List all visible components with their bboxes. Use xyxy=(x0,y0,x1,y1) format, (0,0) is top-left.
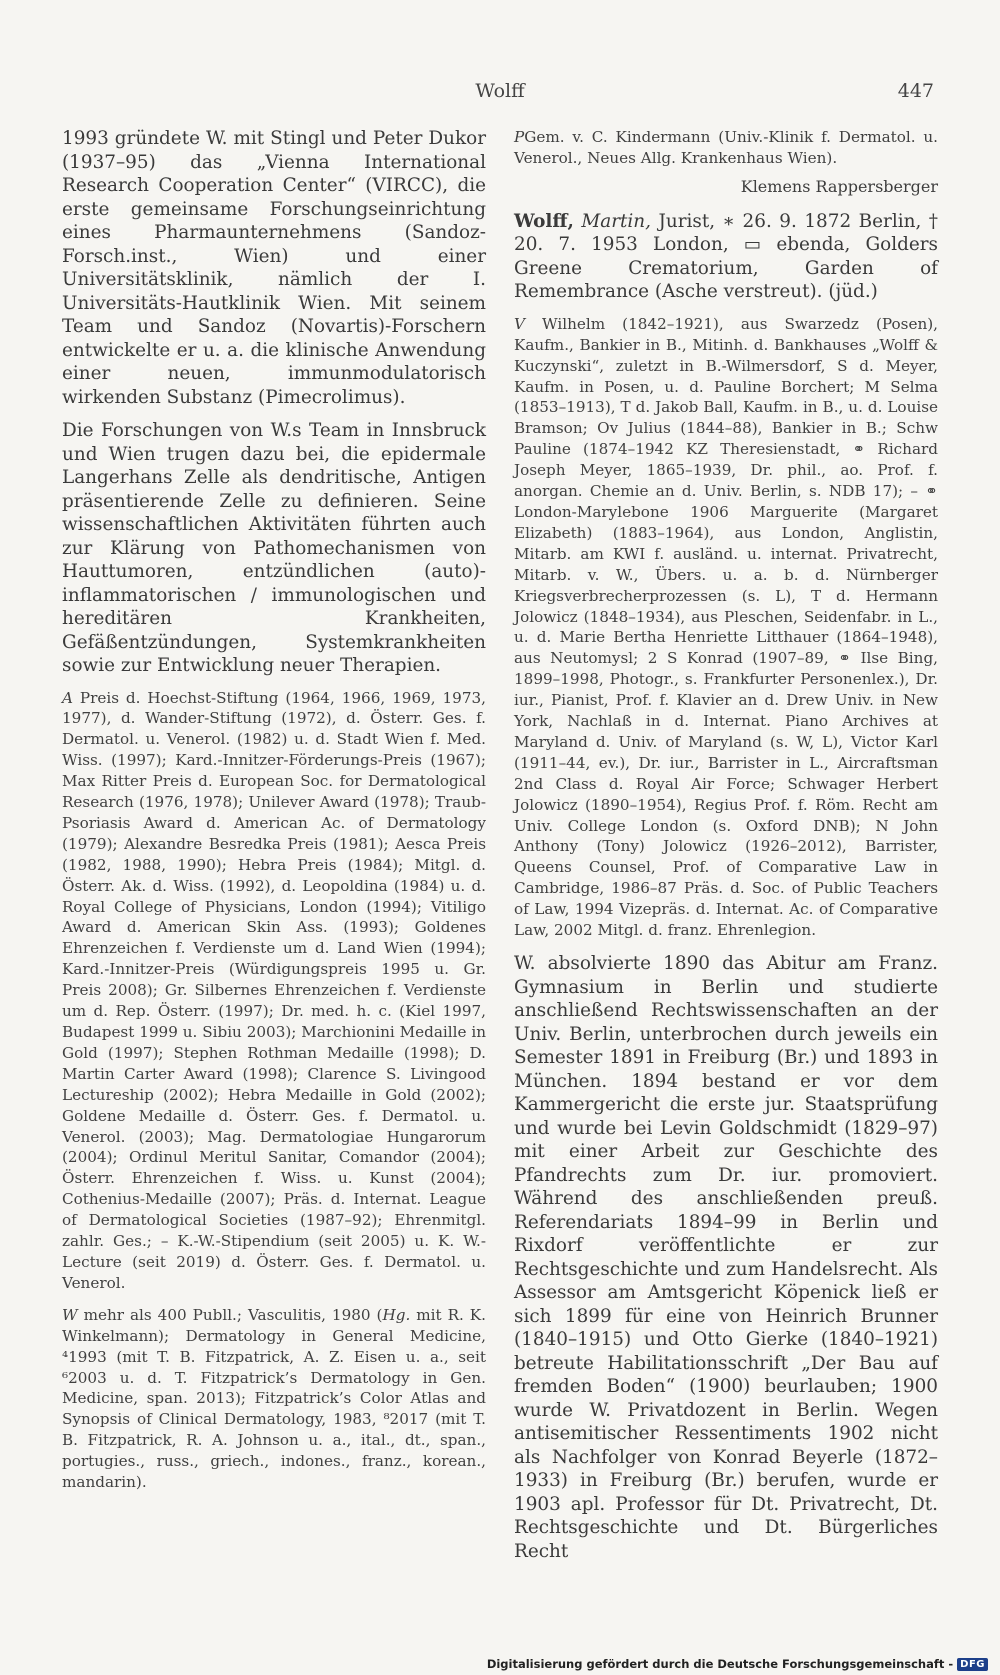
awards-text: Preis d. Hoechst-Stiftung (1964, 1966, 1969, 1973, 1977), d. Wander-Stiftung (1972), d. Österr. Ges. f. Dermatol. u. Venerol. (1982) u. d. Stadt Wien f. Med. Wiss. (1997); Kard.-Innitzer-Förderungs-Preis (1967); Max Ritter Preis d. European Soc. for Dermatological Research (1976, 1978); Unilever Award (1978); Traub-Psoriasis Award d. American Ac. of Dermatology (1979); Alexandre Besredka Preis (1981); Aesca Preis (1982, 1988, 1990); Hebra Preis (1984); Mitgl. d. Österr. Ak. d. Wiss. (1992), d. Leopoldina (1984) u. d. Royal College of Physicians, London (1994); Vitiligo Award d. American Skin Ass. (1993); Goldenes Ehrenzeichen f. Verdienste um d. Land Wien (1994); Kard.-Innitzer-Preis (Würdigungspreis 1995 u. Gr. Preis 2008); Gr. Silbernes Ehrenzeichen f. Verdienste um d. Rep. Österr. (1997); Dr. med. h. c. (Kiel 1997, Budapest 1999 u. Sibiu 2003); Marchionini Medaille in Gold (1997); Stephen Rothman Medaille (1998); D. Martin Carter Award (1998); Clarence S. Livingood Lectureship (2002); Hebra Medaille in Gold (2002); Goldene Medaille d. Österr. Ges. f. Dermatol. u. Venerol. (2003); Mag. Dermatologiae Hungarorum (2004); Ordinul Meritul Sanitar, Comandor (2004); Österr. Ehrenzeichen f. Wiss. u. Kunst (2004); Cothenius-Medaille (2007); Präs. d. Internat. League of Dermatological Societies (1987–92); Ehrenmitgl. zahlr. Ges.; – K.-W.-Stipendium (seit 2005) u. K. W.-Lecture (seit 2019) d. Österr. Ges. f. Dermatol. u. Venerol. xyxy=(62,688,486,1292)
works-hg: Hg. xyxy=(382,1305,411,1324)
portrait-text: Gem. v. C. Kindermann (Univ.-Klinik f. Dermatol. u. Venerol., Neues Allg. Krankenhaus Wien). xyxy=(514,128,938,167)
right-column xyxy=(514,127,938,1573)
works-label: W xyxy=(62,1305,78,1324)
page-number: 447 xyxy=(897,80,934,102)
portrait-note xyxy=(514,127,938,169)
footer-credit xyxy=(487,1657,988,1671)
dfg-logo: DFG xyxy=(957,1658,988,1671)
entry-details: Jurist, ∗ 26. 9. 1872 Berlin, † 20. 7. 1953 London, ▭ ebenda, Golders Greene Crematorium, Garden of Remembrance (Asche verstreut). (jüd.) xyxy=(514,210,938,303)
paragraph-biography: W. absolvierte 1890 das Abitur am Franz. Gymnasium in Berlin und studierte anschließend Rechtswissenschaften an der Univ. Berlin, unterbrochen durch jeweils ein Semester 1891 in Freiburg (Br.) und 1893 in München. 1894 bestand er vor dem Kammergericht die erste jur. Staatsprüfung und wurde bei Levin Goldschmidt (1829–97) mit einer Arbeit zur Geschichte des Pfandrechts zum Dr. iur. promoviert. Während des anschließenden preuß. Referendariats 1894–99 in Berlin und Rixdorf veröffentlichte er zur Rechtsgeschichte und zum Handelsrecht. Als Assessor am Amtsgericht Köpenick ließ er sich 1899 für eine von Heinrich Brunner (1840–1915) und Otto Gierke (1840–1921) betreute Habilitationsschrift „Der Bau auf fremden Boden“ (1900) beurlauben; 1900 wurde W. Privatdozent in Berlin. Wegen antisemitischer Ressentiments 1902 nicht als Nachfolger von Konrad Beyerle (1872–1933) in Freiburg (Br.) berufen, wurde er 1903 apl. Professor für Dt. Privatrecht, Dt. Rechtsgeschichte und Dt. Bürgerliches Recht xyxy=(514,953,938,1562)
paragraph-research: Die Forschungen von W.s Team in Innsbruck und Wien trugen dazu bei, die epidermale Langerhans Zelle als dendritische, Antigen präsentierende Zelle zu definieren. Seine wissenschaftlichen Aktivitäten führten auch zur Klärung von Pathomechanismen von Hauttumoren, entzündlichen (auto)-inflammatorischen / immunologischen und hereditären Krankheiten, Gefäßentzündungen, Systemkrankheiten sowie zur Entwicklung neuer Therapien. xyxy=(62,420,486,676)
left-column xyxy=(62,127,486,1504)
footer-text: Digitalisierung gefördert durch die Deutsche Forschungsgemeinschaft - xyxy=(486,1657,954,1671)
article-author: Klemens Rappersberger xyxy=(740,176,938,196)
entry-given-name: Martin, xyxy=(581,210,651,232)
genealogy-label: V xyxy=(514,314,525,333)
paragraph-vircc: 1993 gründete W. mit Stingl und Peter Dukor (1937–95) das „Vienna International Research Cooperation Center“ (VIRCC), die erste gemeinsame Forschungseinrichtung eines Pharmaunternehmens (Sandoz-Forsch.inst., Wien) und einer Universitätsklinik, nämlich der I. Universitäts-Hautklinik Wien. Mit seinem Team und Sandoz (Novartis)-Forschern entwickelte er u. a. die klinische Anwendung einer neuen, immunmodulatorisch wirkenden Substanz (Pimecrolimus). xyxy=(62,128,486,408)
genealogy-text: Wilhelm (1842–1921), aus Swarzedz (Posen), Kaufm., Bankier in B., Mitinh. d. Bankhauses „Wolff & Kuczynski“, zuletzt in B.-Wilmersdorf, S d. Meyer, Kaufm. in Posen, u. d. Pauline Borchert; M Selma (1853–1913), T d. Jakob Ball, Kaufm. in B., u. d. Louise Bramson; Ov Julius (1844–88), Bankier in B.; Schw Pauline (1874–1942 KZ Theresienstadt, ⚭ Richard Joseph Meyer, 1865–1939, Dr. phil., ao. Prof. f. anorgan. Chemie an d. Univ. Berlin, s. NDB 17); – ⚭ London-Marylebone 1906 Marguerite (Margaret Elizabeth) (1883–1964), aus London, Anglistin, Mitarb. am KWI f. ausländ. u. internat. Privatrecht, Mitarb. v. W., Übers. u. a. b. d. Nürnberger Kriegsverbrecherprozessen (s. L), T d. Hermann Jolowicz (1848–1934), aus Pleschen, Seidenfabr. in L., u. d. Marie Bertha Henriette Litthauer (1864–1948), aus Neutomysl; 2 S Konrad (1907–89, ⚭ Ilse Bing, 1899–1998, Photogr., s. Frankfurter Personenlex.), Dr. iur., Pianist, Prof. f. Klavier an d. Drew Univ. in New York, Nachlaß in d. Internat. Piano Archives at Maryland d. Univ. of Maryland (s. W, L), Victor Karl (1911–44, ev.), Dr. iur., Barrister in L., Aircraftsman 2nd Class d. Royal Air Force; Schwager Herbert Jolowicz (1890–1954), Regius Prof. f. Röm. Recht am Univ. College London (s. Oxford DNB); N John Anthony (Tony) Jolowicz (1926–2012), Barrister, Queens Counsel, Prof. of Comparative Law in Cambridge, 1986–87 Präs. d. Soc. of Public Teachers of Law, 1994 Vizepräs. d. Internat. Ac. of Comparative Law, 2002 Mitgl. d. franz. Ehrenlegion. xyxy=(514,314,938,940)
portrait-label: P xyxy=(514,128,525,146)
awards-section xyxy=(62,688,486,1294)
works-section xyxy=(62,1305,486,1493)
entry-surname: Wolff, xyxy=(514,210,574,232)
genealogy-section xyxy=(514,314,938,941)
works-text-2: mit R. K. Winkelmann); Dermatology in General Medicine, ⁴1993 (mit T. B. Fitzpatrick, A. Z. Eisen u. a., seit ⁶2003 u. d. T. Fitzpatrick’s Dermatology in Gen. Medicine, span. 2013); Fitzpatrick’s Color Atlas and Synopsis of Clinical Dermatology, 1983, ⁸2017 (mit T. B. Fitzpatrick, R. A. Johnson u. a., ital., dt., span., portugies., russ., griech., indones., franz., korean., mandarin). xyxy=(62,1305,486,1492)
entry-heading xyxy=(514,210,938,304)
awards-label: A xyxy=(62,688,73,707)
works-text-1: mehr als 400 Publl.; Vasculitis, 1980 ( xyxy=(77,1305,383,1324)
running-head: Wolff xyxy=(475,80,525,102)
